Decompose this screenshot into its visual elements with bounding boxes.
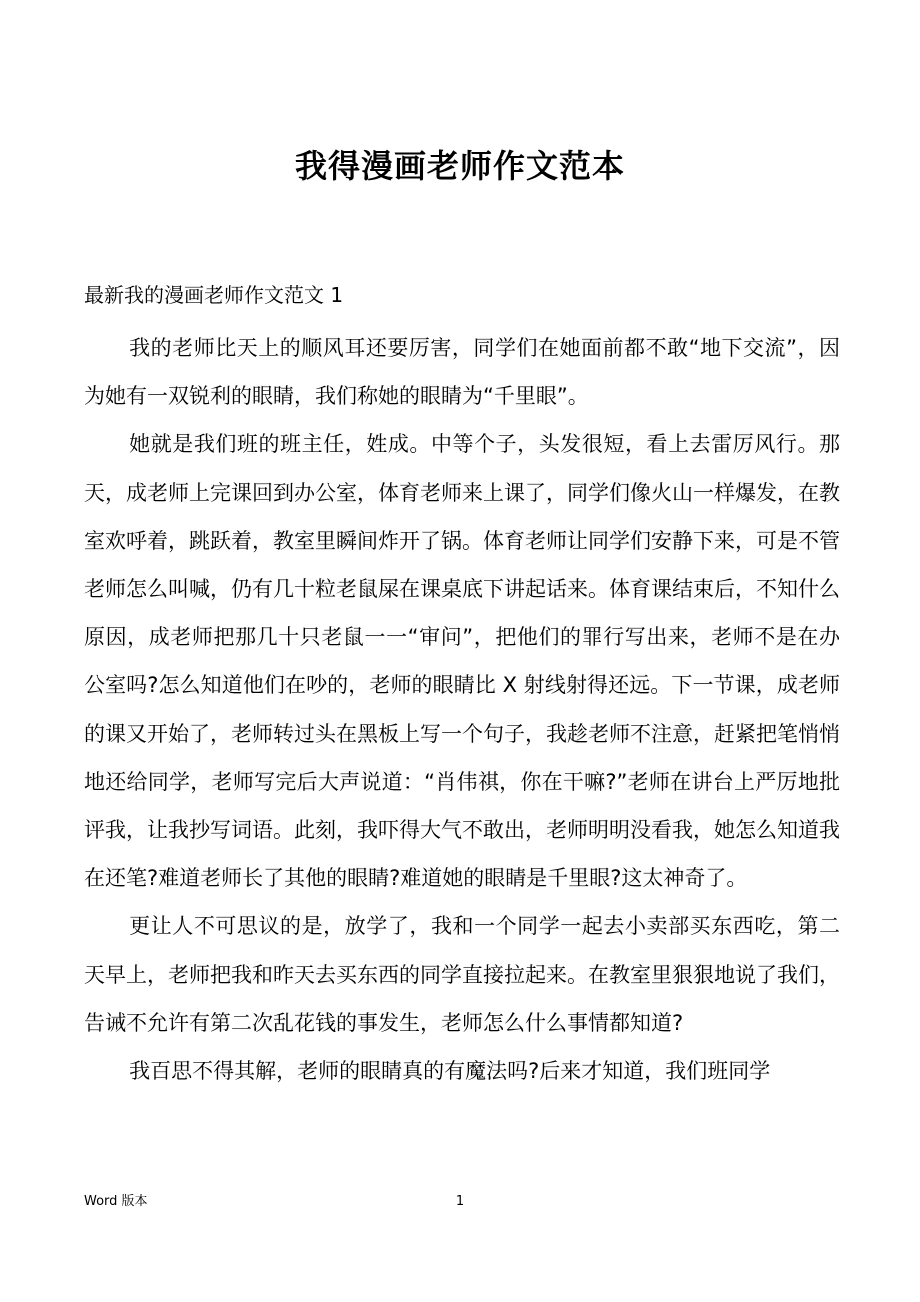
section-heading: 最新我的漫画老师作文范文 1 xyxy=(84,283,344,307)
paragraph: 我的老师比天上的顺风耳还要厉害，同学们在她面前都不敢“地下交流”，因为她有一双锐利的眼睛，我们称她的眼睛为“千里眼”。 xyxy=(84,336,840,409)
paragraph: 她就是我们班的班主任，姓成。中等个子，头发很短，看上去雷厉风行。那天，成老师上完课回到办公室，体育老师来上课了，同学们像火山一样爆发，在教室欢呼着，跳跃着，教室里瞬间炸开了锅。体育老师让同学们安静下来，可是不管老师怎么叫喊，仍有几十粒老鼠屎在课桌底下讲起话来。体育课结束后，不知什么原因，成老师把那几十只老鼠一一“审问”，把他们的罪行写出来，老师不是在办公室吗?怎么知道他们在吵的，老师的眼睛比 X 射线射得还远。下一节课，成老师的课又开始了，老师转过头在黑板上写一个句子，我趁老师不注意，赶紧把笔悄悄地还给同学，老师写完后大声说道：“肖伟祺，你在干嘛?”老师在讲台上严厉地批评我，让我抄写词语。此刻，我吓得大气不敢出，老师明明没看我，她怎么知道我在还笔?难道老师长了其他的眼睛?难道她的眼睛是千里眼?这太神奇了。 xyxy=(84,432,840,891)
article-body xyxy=(84,324,840,1095)
page-number: 1 xyxy=(455,1194,465,1209)
paragraph: 我百思不得其解，老师的眼睛真的有魔法吗?后来才知道，我们班同学 xyxy=(129,1059,771,1084)
footer-version-label: Word 版本 xyxy=(84,1194,148,1209)
document-title: 我得漫画老师作文范本 xyxy=(294,147,625,185)
paragraph: 更让人不可思议的是，放学了，我和一个同学一起去小卖部买东西吃，第二天早上，老师把我和昨天去买东西的同学直接拉起来。在教室里狠狠地说了我们，告诫不允许有第二次乱花钱的事发生，老师怎么什么事情都知道? xyxy=(84,914,840,1035)
